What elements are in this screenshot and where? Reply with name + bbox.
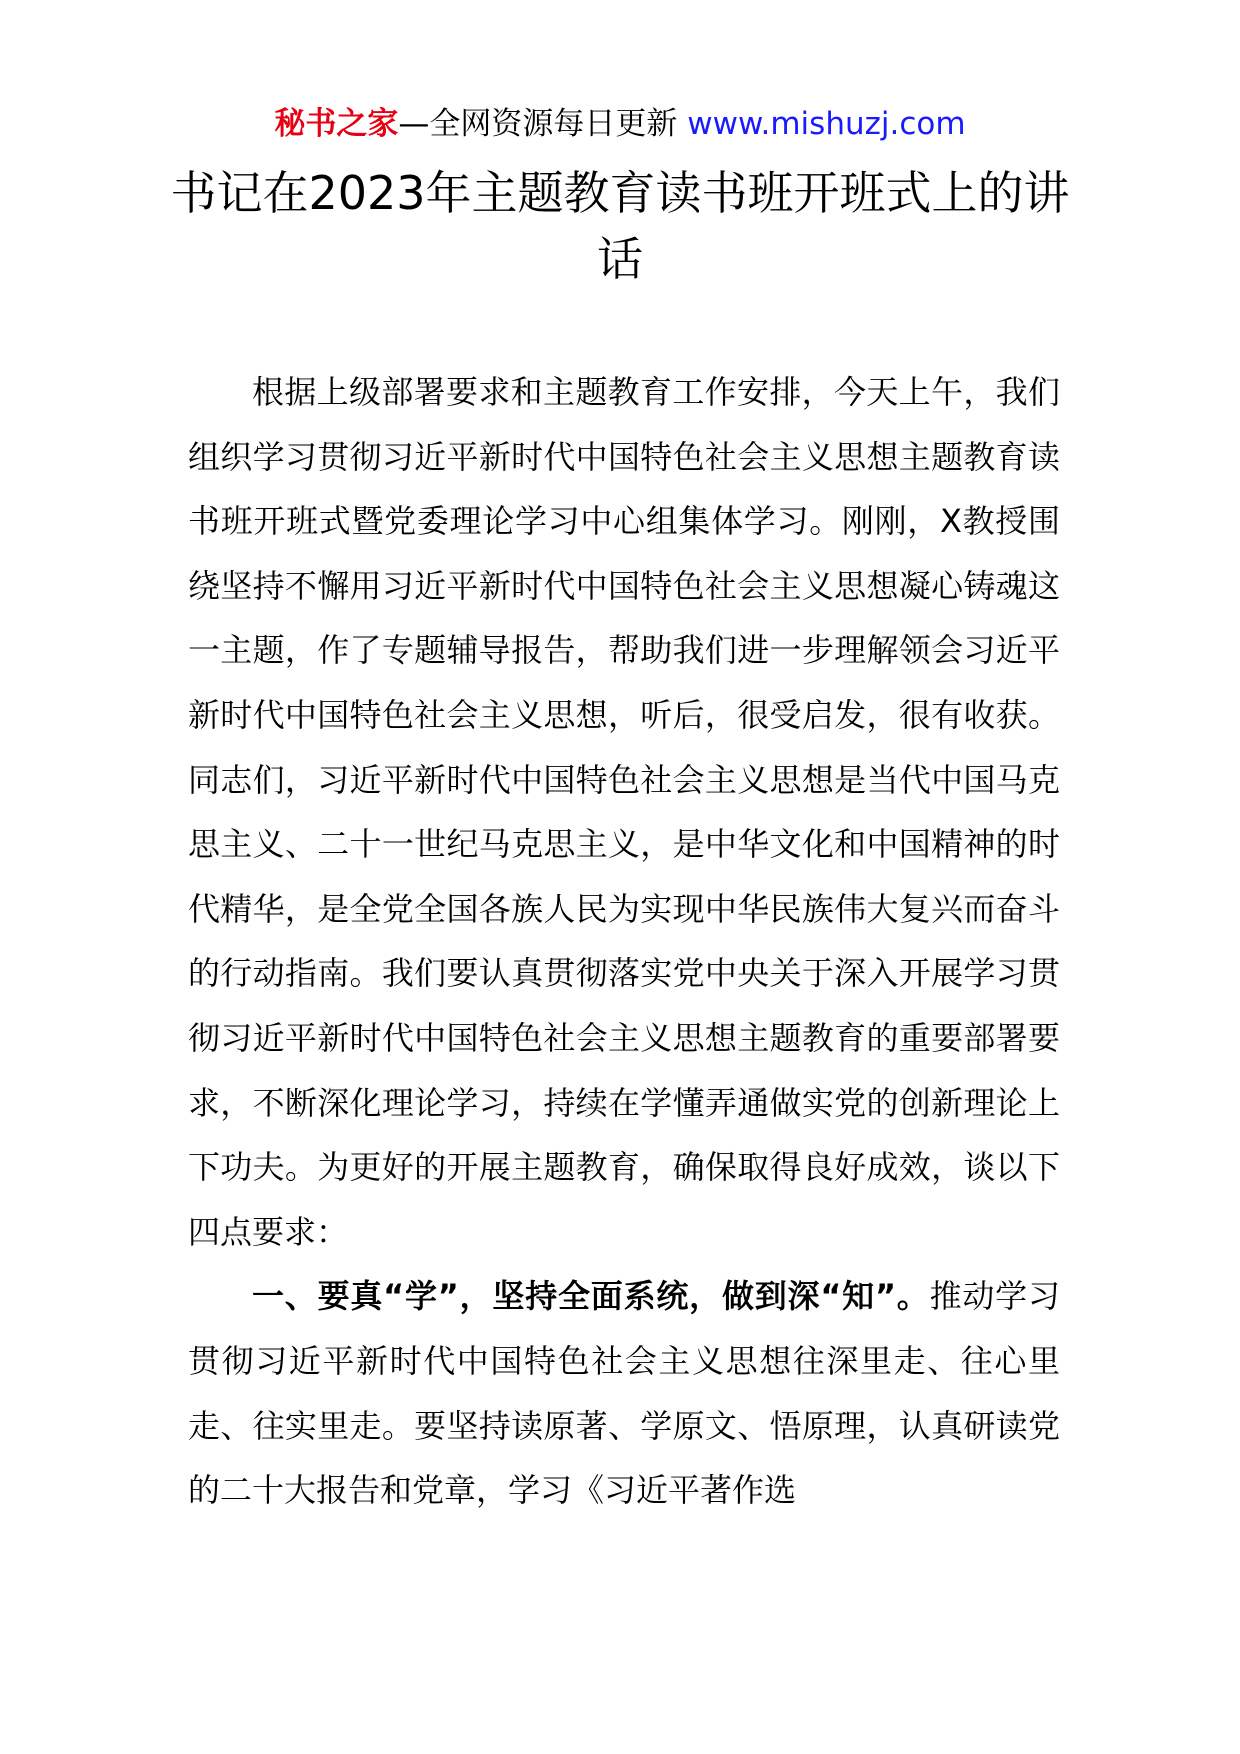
brand-name: 秘书之家 bbox=[274, 106, 399, 142]
header-slogan: —全网资源每日更新 bbox=[398, 106, 678, 142]
paragraph-point-one bbox=[188, 1264, 1060, 1522]
section-heading-one: 一、要真“学”，坚持全面系统，做到深“知”。 bbox=[252, 1277, 930, 1316]
site-url-link[interactable]: www.mishuzj.com bbox=[687, 106, 966, 142]
site-header bbox=[0, 100, 1240, 148]
document-title: 书记在2023年主题教育读书班开班式上的讲话 bbox=[170, 166, 1070, 286]
paragraph-intro-text: 根据上级部署要求和主题教育工作安排，今天上午，我们组织学习贯彻习近平新时代中国特色社会主义思想主题教育读书班开班式暨党委理论学习中心组集体学习。刚刚，X教授围绕坚持不懈用习近平新时代中国特色社会主义思想凝心铸魂这一主题，作了专题辅导报告，帮助我们进一步理解领会习近平新时代中国特色社会主义思想，听后，很受启发，很有收获。同志们，习近平新时代中国特色社会主义思想是当代中国马克思主义、二十一世纪马克思主义，是中华文化和中国精神的时代精华，是全党全国各族人民为实现中华民族伟大复兴而奋斗的行动指南。我们要认真贯彻落实党中央关于深入开展学习贯彻习近平新时代中国特色社会主义思想主题教育的重要部署要求，不断深化理论学习，持续在学懂弄通做实党的创新理论上下功夫。为更好的开展主题教育，确保取得良好成效，谈以下四点要求： bbox=[188, 373, 1060, 1251]
paragraph-point-one-text: 推动学习贯彻习近平新时代中国特色社会主义思想往深里走、往心里走、往实里走。要坚持读原著、学原文、悟原理，认真研读党的二十大报告和党章，学习《习近平著作选 bbox=[188, 1277, 1060, 1510]
document-body bbox=[188, 360, 1060, 1523]
paragraph-intro bbox=[188, 360, 1060, 1264]
